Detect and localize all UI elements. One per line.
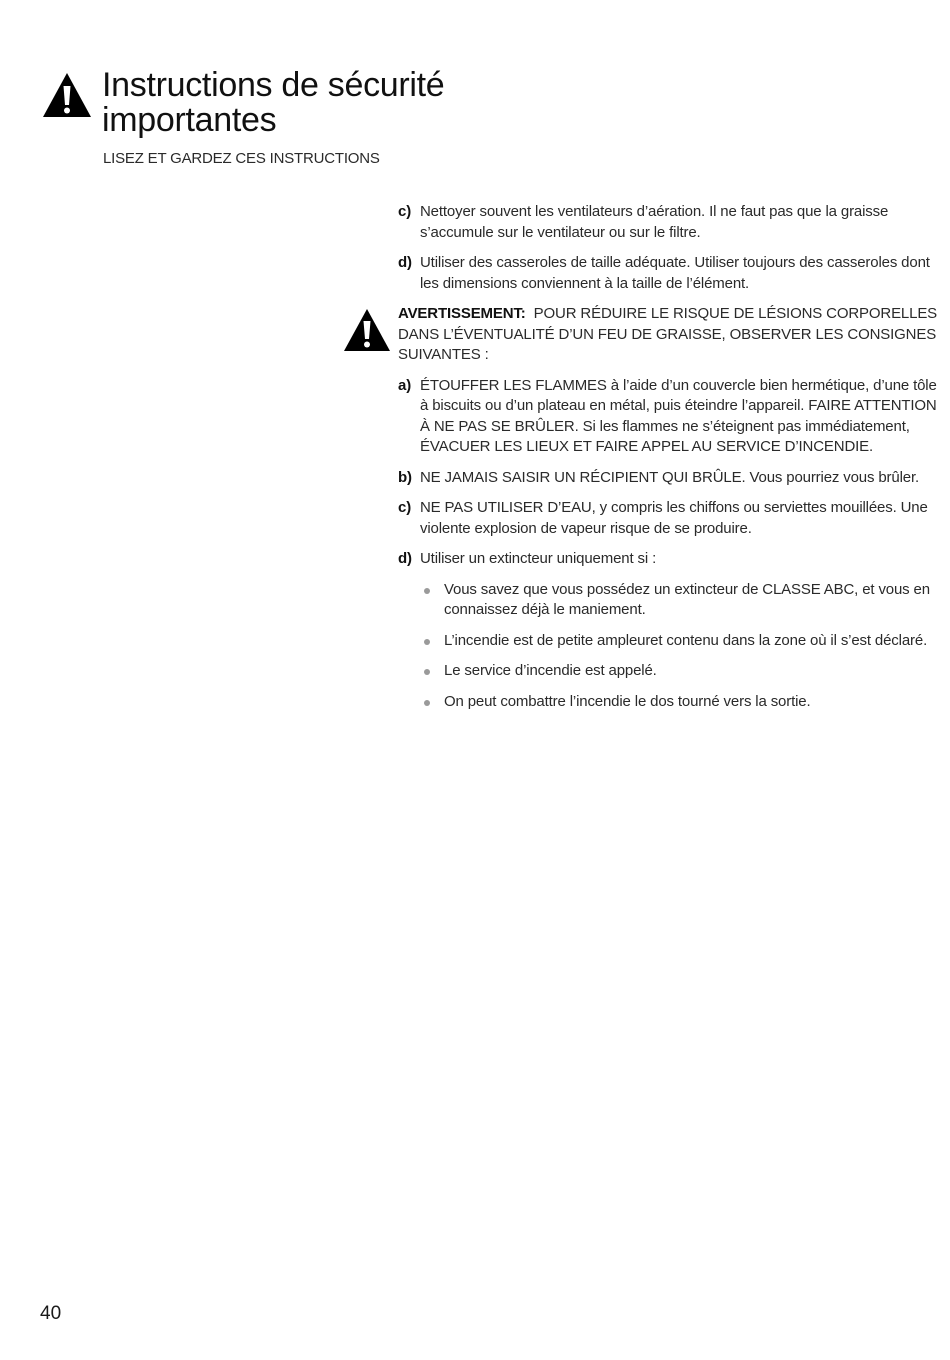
warning-text: POUR RÉDUIRE LE RISQUE DE LÉSIONS CORPORELLES DANS L’ÉVENTUALITÉ D’UN FEU DE GRAISSE, OBSERVER LES CONSIGNES SUIVANTES : <box>398 305 938 363</box>
item-marker: a) <box>398 376 412 394</box>
item-text: Utiliser des casseroles de taille adéquate. Utiliser toujours des casseroles dont les dimensions conviennent à la taille de l’élément. <box>420 254 930 292</box>
bullet-dot-icon <box>424 588 430 594</box>
item-marker: b) <box>398 468 412 486</box>
item-marker: c) <box>398 499 412 516</box>
item-marker: c) <box>398 203 412 220</box>
item-marker: d) <box>398 550 412 567</box>
instruction-item <box>398 468 943 489</box>
bullet-dot-icon <box>424 700 430 706</box>
item-text: Utiliser un extincteur uniquement si : <box>420 550 657 567</box>
bullet-dot-icon <box>424 669 430 675</box>
item-text: Nettoyer souvent les ventilateurs d’aération. Il ne faut pas que la graisse s’accumule sur le ventilateur ou sur le filtre. <box>420 203 889 241</box>
warning-triangle-icon <box>343 308 391 352</box>
bullet-text: On peut combattre l’incendie le dos tourné vers la sortie. <box>444 692 811 710</box>
bullet-item <box>420 661 943 682</box>
bullet-item <box>420 580 943 621</box>
bullet-text: L’incendie est de petite ampleuret contenu dans la zone où il s’est déclaré. <box>444 631 928 649</box>
item-text: ÉTOUFFER LES FLAMMES à l’aide d’un couvercle bien hermétique, d’une tôle à biscuits ou d’un plateau en métal, puis éteindre l’appareil. FAIRE ATTENTION À NE PAS SE BRÛLER. Si les flammes ne s’éteignent pas immédiatement, ÉVACUER LES LIEUX ET FAIRE APPEL AU SERVICE D’INCENDIE. <box>420 376 937 455</box>
item-text: NE JAMAIS SAISIR UN RÉCIPIENT QUI BRÛLE. Vous pourriez vous brûler. <box>420 468 920 486</box>
bullet-text: Le service d’incendie est appelé. <box>444 662 657 679</box>
warning-label: AVERTISSEMENT: <box>398 305 526 322</box>
warning-block <box>398 304 943 366</box>
page-subtitle: LISEZ ET GARDEZ CES INSTRUCTIONS <box>103 150 380 167</box>
bullet-item <box>420 631 943 652</box>
bullet-text: Vous savez que vous possédez un extincteur de CLASSE ABC, et vous en connaissez déjà le maniement. <box>444 580 930 618</box>
instruction-item <box>398 498 943 539</box>
bullet-dot-icon <box>424 639 430 645</box>
instructions-column <box>398 202 943 722</box>
bullet-item <box>420 692 943 713</box>
page-number: 40 <box>40 1303 62 1324</box>
instruction-item <box>398 202 943 243</box>
instruction-item <box>398 376 943 458</box>
item-text: NE PAS UTILISER D’EAU, y compris les chiffons ou serviettes mouillées. Une violente explosion de vapeur risque de se produire. <box>420 499 928 537</box>
warning-triangle-icon <box>42 72 92 118</box>
instruction-item <box>398 549 943 570</box>
page-title: Instructions de sécurité importantes <box>102 66 445 139</box>
instruction-item <box>398 253 943 294</box>
bullet-list <box>420 580 943 713</box>
item-marker: d) <box>398 254 412 271</box>
